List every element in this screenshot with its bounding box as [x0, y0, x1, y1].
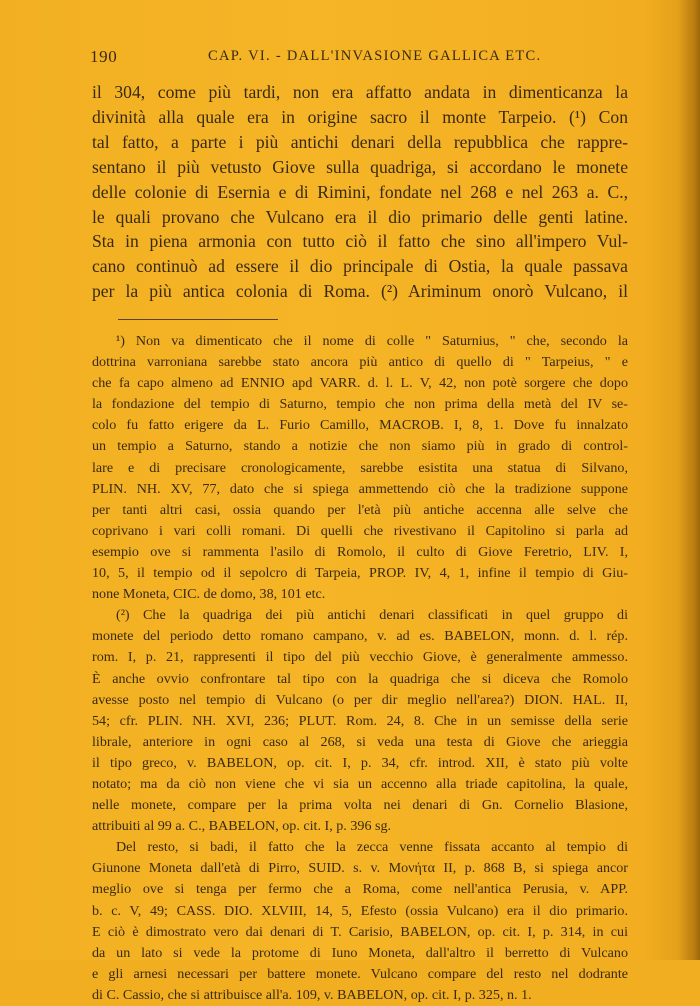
footnote-line: (²) Che la quadriga dei più antichi denari classificati in quel gruppo di	[116, 607, 628, 624]
main-text	[92, 80, 628, 304]
footnote-line: un tempio a Saturno, stando a notizie che non siamo più in grado di control-	[92, 438, 628, 455]
footnote-line: none Moneta, CIC. de domo, 38, 101 etc.	[92, 586, 326, 603]
footnote-line: E ciò è dimostrato vero dai denari di T. Carisio, BABELON, op. cit. I, p. 314, in cui	[92, 923, 628, 940]
main-text-line: delle colonie di Esernia e di Rimini, fondate nel 268 e nel 263 a. C.,	[92, 181, 628, 202]
footnote-line: e gli arnesi necessari per battere monete. Vulcano compare del resto nel dodrante	[92, 965, 628, 982]
footnote-line: avesse posto nel tempio di Vulcano (o per dir meglio nell'area?) DION. HAL. II,	[92, 691, 628, 708]
footnote-line: colo fu fatto erigere da L. Furio Camillo, MACROB. I, 8, 1. Dove fu innalzato	[92, 417, 628, 434]
footnote-line: esempio ove si rammenta l'asilo di Romolo, il culto di Giove Feretrio, LIV. I,	[92, 543, 628, 560]
footnote-line: da un lato si vede la protome di Iuno Moneta, dall'altro il berretto di Vulcano	[92, 944, 628, 961]
main-text-line: divinità alla quale era in origine sacro il monte Tarpeio. (¹) Con	[92, 106, 628, 127]
footnote-line: per tanti altri casi, ossia quando per l'età più antiche accenna alle selve che	[92, 501, 628, 518]
footnote-line: che fa capo almeno ad ENNIO apd VARR. d. l. L. V, 42, non potè sorgere che dopo	[92, 375, 628, 392]
running-head: CAP. VI. - DALL'INVASIONE GALLICA ETC.	[208, 48, 542, 64]
footnote-line: 10, 5, il tempio od il sepolcro di Tarpeia, PROP. IV, 4, 1, infine il tempio di Giu-	[92, 565, 628, 582]
footnote-line: Del resto, si badi, il fatto che la zecca venne fissata accanto al tempio di	[116, 839, 628, 856]
footnote-line: monete del periodo detto romano campano, v. ad es. BABELON, monn. d. l. rép.	[92, 628, 628, 645]
page-number: 190	[90, 47, 118, 66]
footnote-line: dottrina varroniana sarebbe stato ancora più antico di quello di " Tarpeius, " e	[92, 354, 628, 371]
footnote-line: meglio ove si tenga per fermo che a Roma, come nell'antica Perusia, v. APP.	[92, 881, 628, 898]
footnote-separator	[118, 319, 278, 320]
main-text-line: cano continuò ad essere il dio principale di Ostia, la quale passava	[92, 256, 628, 277]
footnote-line: ¹) Non va dimenticato che il nome di colle " Saturnius, " che, secondo la	[116, 333, 628, 349]
main-text-line: le quali provano che Vulcano era il dio primario delle genti latine.	[92, 206, 628, 227]
footnote-line: 54; cfr. PLIN. NH. XVI, 236; PLUT. Rom. 24, 8. Che in un semisse della serie	[92, 712, 628, 729]
footnote-line: Giunone Moneta dall'età di Pirro, SUID. s. v. Μονήτα II, p. 868 B, si spiega ancor	[92, 860, 628, 877]
footnotes	[92, 331, 628, 1006]
footnote-line: b. c. V, 49; CASS. DIO. XLVIII, 14, 5, Efesto (ossia Vulcano) era il dio primario.	[92, 902, 628, 919]
main-text-line: sentano il più vetusto Giove sulla quadriga, si accordano le monete	[92, 156, 628, 177]
footnote-line: il tipo greco, v. BABELON, op. cit. I, p. 34, cfr. introd. XII, è stato più volte	[92, 754, 628, 771]
main-text-line: il 304, come più tardi, non era affatto andata in dimenticanza la	[92, 82, 628, 102]
footnote-line: la fondazione del tempio di Saturno, tempio che non prima della metà del IV se-	[92, 396, 628, 413]
footnote-line: lare e di precisare cronologicamente, sarebbe esistita una statua di Silvano,	[92, 459, 628, 476]
page-edge-shadow	[678, 0, 700, 960]
footnote-line: coprivano i vari colli romani. Di quelli che rivestivano il Capitolino si parla ad	[92, 522, 628, 539]
footnote-line: notato; ma da ciò non viene che vi sia un accenno alla triade capitolina, la quale,	[92, 775, 628, 792]
footnote-line: rom. I, p. 21, rappresenti il tipo del più vecchio Giove, è generalmente ammesso.	[92, 649, 628, 666]
footnote-line: nelle monete, compare per la prima volta nei denari di Gn. Cornelio Blasione,	[92, 797, 628, 814]
footnote-line: librale, anteriore in ogni caso al 268, si veda una testa di Giove che arieggia	[92, 733, 628, 750]
footnote-line: di C. Cassio, che si attribuisce all'a. 109, v. BABELON, op. cit. I, p. 325, n. 1.	[92, 986, 532, 1003]
main-text-line: per la più antica colonia di Roma. (²) Ariminum onorò Vulcano, il	[92, 281, 628, 302]
footnote-line: PLIN. NH. XV, 77, dato che si spiega ammettendo ciò che la tradizione suppone	[92, 480, 628, 497]
main-text-line: Sta in piena armonia con tutto ciò il fatto che sino all'impero Vul-	[92, 231, 628, 252]
footnote-line: attribuiti al 99 a. C., BABELON, op. cit. I, p. 396 sg.	[92, 818, 392, 835]
main-text-line: tal fatto, a parte i più antichi denari della repubblica che rappre-	[92, 131, 628, 152]
footnote-line: È anche ovvio confrontare tal tipo con la quadriga che si diceva che Romolo	[92, 670, 628, 687]
